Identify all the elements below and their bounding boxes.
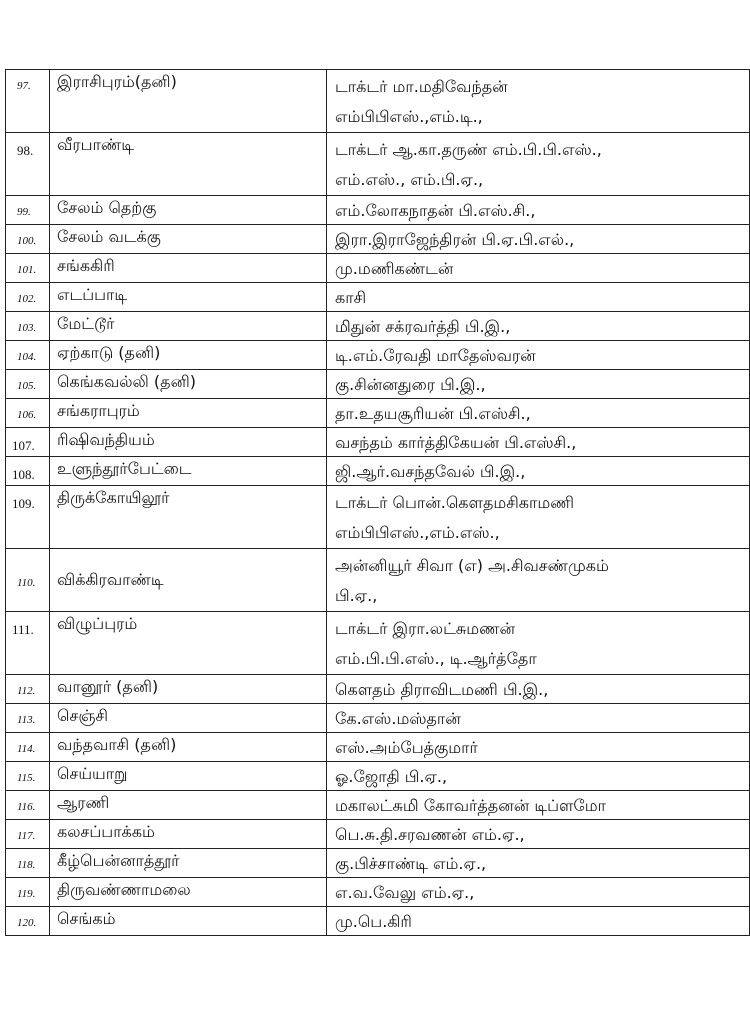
table-row — [6, 428, 750, 457]
table-row — [6, 133, 750, 196]
constituency-name: சங்கராபுரம் — [50, 399, 327, 428]
row-number: 105. — [6, 370, 50, 399]
constituency-name: செஞ்சி — [50, 704, 327, 733]
candidate-name — [327, 254, 750, 283]
constituency-name: சேலம் தெற்கு — [50, 196, 327, 225]
candidate-line: எஸ்.அம்பேத்குமார் — [335, 738, 478, 757]
constituency-name: திருக்கோயிலூர் — [50, 486, 327, 549]
row-number: 111. — [6, 612, 50, 675]
row-number: 102. — [6, 283, 50, 312]
candidate-name — [327, 820, 750, 849]
candidate-name — [327, 133, 750, 196]
constituency-name: திருவண்ணாமலை — [50, 878, 327, 907]
candidate-line: அன்னியூர் சிவா (எ) அ.சிவசண்முகம் — [335, 556, 609, 575]
table-row — [6, 283, 750, 312]
table-row — [6, 612, 750, 675]
candidate-line: டாக்டர் பொன்.கௌதமசிகாமணி — [335, 493, 575, 512]
table-row — [6, 704, 750, 733]
constituency-name: ரிஷிவந்தியம் — [50, 428, 327, 457]
row-number: 104. — [6, 341, 50, 370]
row-number: 114. — [6, 733, 50, 762]
candidate-name — [327, 399, 750, 428]
table-row — [6, 312, 750, 341]
row-number: 119. — [6, 878, 50, 907]
candidate-line: டாக்டர் மா.மதிவேந்தன் — [335, 77, 508, 96]
candidate-line: டி.எம்.ரேவதி மாதேஸ்வரன் — [335, 346, 536, 365]
row-number: 113. — [6, 704, 50, 733]
candidate-line: கே.எஸ்.மஸ்தான் — [335, 709, 461, 728]
candidate-name — [327, 457, 750, 486]
constituency-name: விக்கிரவாண்டி — [50, 549, 327, 612]
candidate-name — [327, 791, 750, 820]
table-row — [6, 549, 750, 612]
candidate-name — [327, 704, 750, 733]
candidate-line: தா.உதயசூரியன் பி.எஸ்சி., — [335, 404, 531, 423]
candidate-name — [327, 762, 750, 791]
row-number: 108. — [6, 457, 50, 486]
row-number: 98. — [6, 133, 50, 196]
row-number: 112. — [6, 675, 50, 704]
constituency-name: ஆரணி — [50, 791, 327, 820]
table-row — [6, 370, 750, 399]
row-number: 106. — [6, 399, 50, 428]
table-row — [6, 486, 750, 549]
row-number: 101. — [6, 254, 50, 283]
table-row — [6, 225, 750, 254]
candidate-list-table — [5, 69, 750, 936]
candidate-line: எம்பிபிஎஸ்.,எம்.டி., — [335, 107, 483, 126]
candidate-line: டாக்டர் இரா.லட்சுமணன் — [335, 619, 515, 638]
row-number: 97. — [6, 70, 50, 133]
table-row — [6, 70, 750, 133]
table-row — [6, 675, 750, 704]
constituency-name: வந்தவாசி (தனி) — [50, 733, 327, 762]
candidate-name — [327, 612, 750, 675]
table-row — [6, 254, 750, 283]
candidate-name — [327, 849, 750, 878]
candidate-line: பெ.சு.தி.சரவணன் எம்.ஏ., — [335, 825, 525, 844]
constituency-name: உளுந்தூர்பேட்டை — [50, 457, 327, 486]
candidate-name — [327, 428, 750, 457]
candidate-name — [327, 907, 750, 936]
candidate-name — [327, 312, 750, 341]
table-row — [6, 791, 750, 820]
constituency-name: கீழ்பென்னாத்தூர் — [50, 849, 327, 878]
candidate-line: மிதுன் சக்ரவர்த்தி பி.இ., — [335, 317, 511, 336]
table-row — [6, 341, 750, 370]
constituency-name: வீரபாண்டி — [50, 133, 327, 196]
constituency-name: இராசிபுரம்(தனி) — [50, 70, 327, 133]
table-row — [6, 457, 750, 486]
constituency-name: எடப்பாடி — [50, 283, 327, 312]
row-number: 110. — [6, 549, 50, 612]
row-number: 99. — [6, 196, 50, 225]
constituency-name: வானூர் (தனி) — [50, 675, 327, 704]
candidate-line: மு.மணிகண்டன் — [335, 259, 454, 278]
table-row — [6, 733, 750, 762]
row-number: 115. — [6, 762, 50, 791]
candidate-line: கு.பிச்சாண்டி எம்.ஏ., — [335, 854, 487, 873]
candidate-line: எம்பிபிஎஸ்.,எம்.எஸ்., — [335, 523, 500, 542]
constituency-name: கெங்கவல்லி (தனி) — [50, 370, 327, 399]
candidate-line: எம்.எஸ்., எம்.பி.ஏ., — [335, 170, 484, 189]
constituency-name: மேட்டூர் — [50, 312, 327, 341]
constituency-name: சங்ககிரி — [50, 254, 327, 283]
table-row — [6, 762, 750, 791]
table-row — [6, 820, 750, 849]
candidate-line: இரா.இராஜேந்திரன் பி.ஏ.பி.எல்., — [335, 230, 575, 249]
candidate-name — [327, 283, 750, 312]
candidate-line: எம்.பி.பி.எஸ்., டி.ஆர்த்தோ — [335, 649, 537, 668]
candidate-line: மு.பெ.கிரி — [335, 912, 412, 931]
constituency-name: ஏற்காடு (தனி) — [50, 341, 327, 370]
candidate-line: எ.வ.வேலு எம்.ஏ., — [335, 883, 475, 902]
row-number: 117. — [6, 820, 50, 849]
candidate-line: பி.ஏ., — [335, 586, 378, 605]
candidate-name — [327, 733, 750, 762]
row-number: 118. — [6, 849, 50, 878]
candidate-line: டாக்டர் ஆ.கா.தருண் எம்.பி.பி.எஸ்., — [335, 140, 602, 159]
row-number: 120. — [6, 907, 50, 936]
candidate-line: ஜி.ஆர்.வசந்தவேல் பி.இ., — [335, 462, 526, 481]
row-number: 107. — [6, 428, 50, 457]
candidate-name — [327, 675, 750, 704]
candidate-line: எம்.லோகநாதன் பி.எஸ்.சி., — [335, 201, 536, 220]
candidate-name — [327, 196, 750, 225]
candidate-line: கௌதம் திராவிடமணி பி.இ., — [335, 680, 549, 699]
candidate-name — [327, 486, 750, 549]
constituency-name: விழுப்புரம் — [50, 612, 327, 675]
constituency-name: கலசப்பாக்கம் — [50, 820, 327, 849]
candidate-name — [327, 70, 750, 133]
table-row — [6, 399, 750, 428]
candidate-name — [327, 225, 750, 254]
table-row — [6, 878, 750, 907]
row-number: 103. — [6, 312, 50, 341]
candidate-name — [327, 878, 750, 907]
candidate-line: காசி — [335, 288, 367, 307]
row-number: 109. — [6, 486, 50, 549]
candidate-name — [327, 549, 750, 612]
candidate-name — [327, 370, 750, 399]
candidate-line: வசந்தம் கார்த்திகேயன் பி.எஸ்சி., — [335, 433, 577, 452]
table-row — [6, 196, 750, 225]
constituency-name: செய்யாறு — [50, 762, 327, 791]
row-number: 116. — [6, 791, 50, 820]
constituency-name: செங்கம் — [50, 907, 327, 936]
candidate-name — [327, 341, 750, 370]
table-row — [6, 849, 750, 878]
table-row — [6, 907, 750, 936]
candidate-line: கு.சின்னதுரை பி.இ., — [335, 375, 486, 394]
candidate-line: ஓ.ஜோதி பி.ஏ., — [335, 767, 448, 786]
constituency-name: சேலம் வடக்கு — [50, 225, 327, 254]
row-number: 100. — [6, 225, 50, 254]
candidate-line: மகாலட்சுமி கோவர்த்தனன் டிப்ளமோ — [335, 796, 607, 815]
